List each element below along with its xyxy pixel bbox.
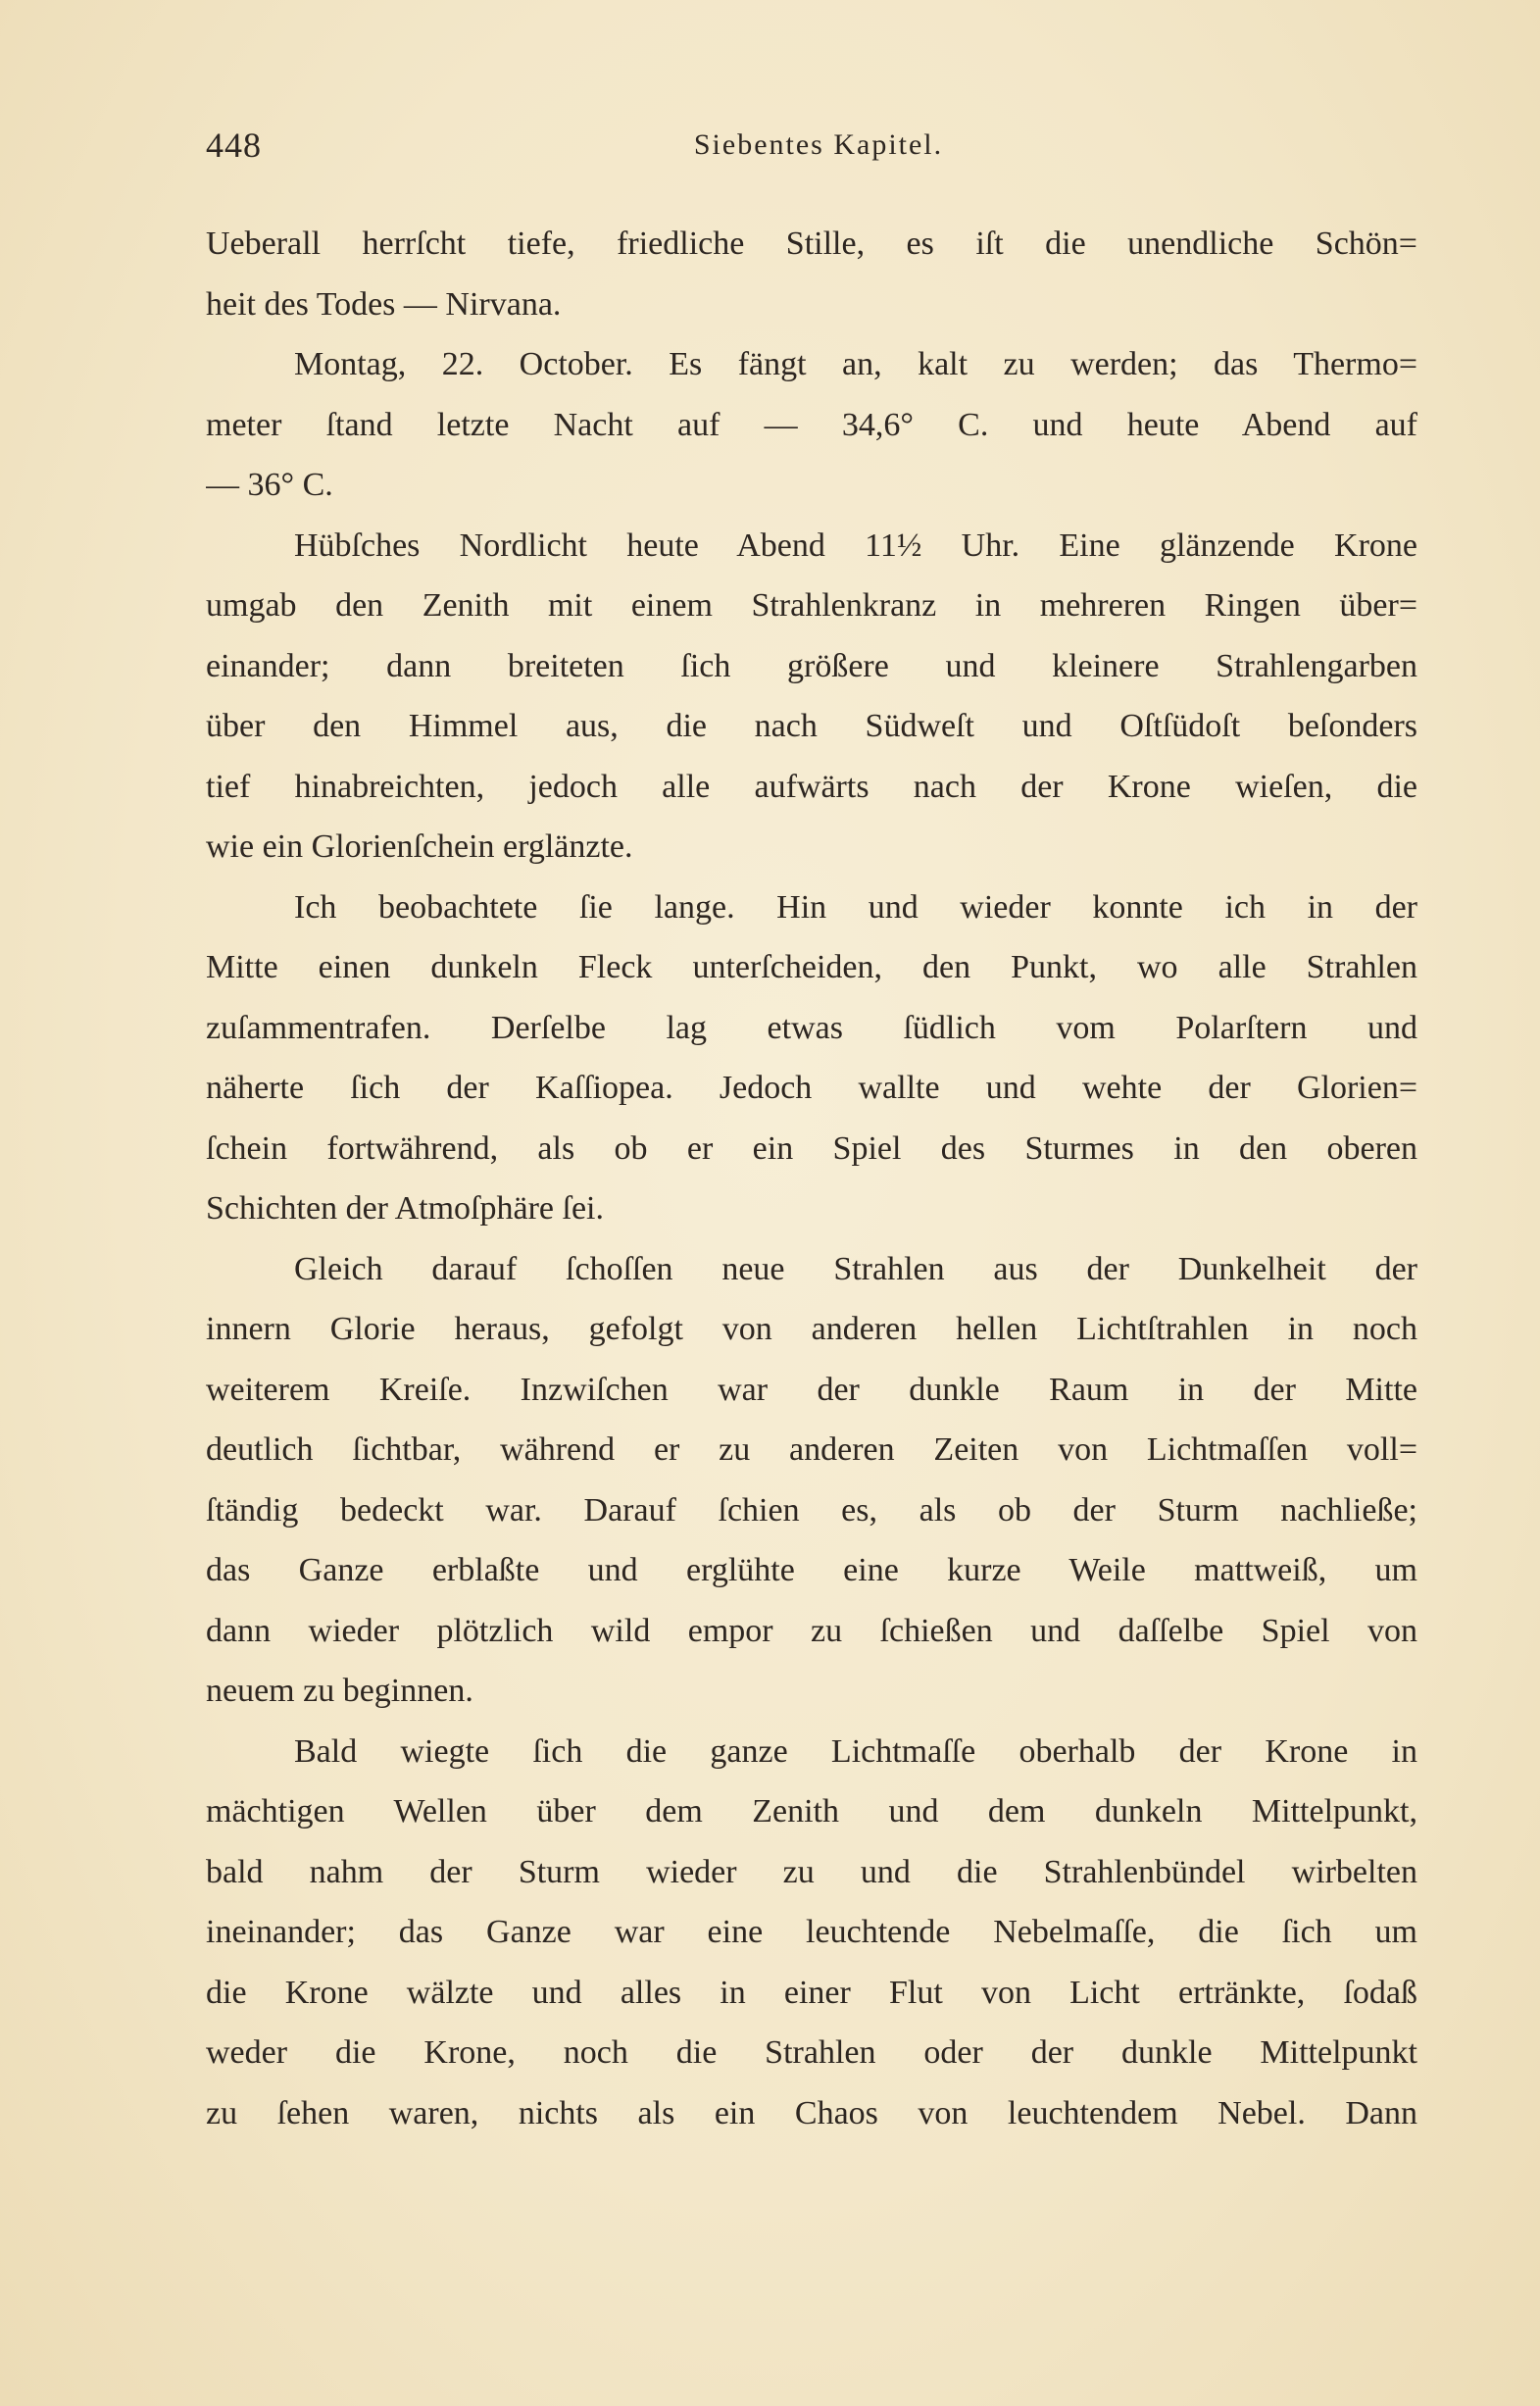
text-line: Ich beobachtete ſie lange. Hin und wieder konnte ich in der bbox=[294, 888, 1417, 926]
text-line: das Ganze erblaßte und erglühte eine kurze Weile mattweiß, um bbox=[206, 1552, 1417, 1588]
running-head bbox=[206, 116, 1416, 175]
text-line: zuſammentrafen. Derſelbe lag etwas ſüdlich vom Polarſtern und bbox=[206, 1009, 1417, 1046]
text-line: wie ein Glorienſchein erglänzte. bbox=[206, 828, 633, 865]
text-line: zu ſehen waren, nichts als ein Chaos von leuchtendem Nebel. Dann bbox=[206, 2094, 1417, 2131]
text-line: Gleich darauf ſchoſſen neue Strahlen aus der Dunkelheit der bbox=[294, 1250, 1417, 1287]
text-line: ſtändig bedeckt war. Darauf ſchien es, als ob der Sturm nachließe; bbox=[206, 1491, 1417, 1529]
text-line: weiterem Kreiſe. Inzwiſchen war der dunkle Raum in der Mitte bbox=[206, 1371, 1417, 1408]
text-line: einander; dann breiteten ſich größere und kleinere Strahlengarben bbox=[206, 647, 1417, 684]
text-line: — 36° C. bbox=[206, 467, 333, 503]
text-line: Schichten der Atmoſphäre ſei. bbox=[206, 1190, 604, 1227]
text-line: mächtigen Wellen über dem Zenith und dem dunkeln Mittelpunkt, bbox=[206, 1793, 1417, 1830]
text-line: innern Glorie heraus, gefolgt von anderen hellen Lichtſtrahlen in noch bbox=[206, 1311, 1417, 1347]
text-line: ineinander; das Ganze war eine leuchtende Nebelmaſſe, die ſich um bbox=[206, 1914, 1417, 1950]
text-line: ſchein fortwährend, als ob er ein Spiel des Sturmes in den oberen bbox=[206, 1129, 1417, 1167]
text-line: Hübſches Nordlicht heute Abend 11½ Uhr. Eine glänzende Krone bbox=[294, 526, 1417, 564]
text-line: bald nahm der Sturm wieder zu und die Strahlenbündel wirbelten bbox=[206, 1853, 1417, 1890]
text-line: weder die Krone, noch die Strahlen oder der dunkle Mittelpunkt bbox=[206, 2034, 1417, 2071]
text-line: meter ſtand letzte Nacht auf — 34,6° C. und heute Abend auf bbox=[206, 406, 1417, 443]
text-line: über den Himmel aus, die nach Südweſt und Oſtſüdoſt beſonders bbox=[206, 708, 1417, 744]
text-line: Ueberall herrſcht tiefe, friedliche Stille, es iſt die unendliche Schön= bbox=[206, 226, 1417, 262]
page-number: 448 bbox=[206, 125, 262, 165]
text-line: deutlich ſichtbar, während er zu anderen Zeiten von Lichtmaſſen voll= bbox=[206, 1431, 1417, 1468]
text-line: näherte ſich der Kaſſiopea. Jedoch wallte und wehte der Glorien= bbox=[206, 1070, 1417, 1106]
text-line: heit des Todes — Nirvana. bbox=[206, 285, 562, 323]
text-line: Bald wiegte ſich die ganze Lichtmaſſe oberhalb der Krone in bbox=[294, 1732, 1417, 1770]
text-line: die Krone wälzte und alles in einer Flut von Licht ertränkte, ſodaß bbox=[206, 1974, 1417, 2011]
text-line: neuem zu beginnen. bbox=[206, 1673, 473, 1709]
text-line: Montag, 22. October. Es fängt an, kalt zu werden; das Thermo= bbox=[294, 346, 1417, 382]
text-line: umgab den Zenith mit einem Strahlenkranz in mehreren Ringen über= bbox=[206, 587, 1417, 624]
text-line: tief hinabreichten, jedoch alle aufwärts nach der Krone wieſen, die bbox=[206, 768, 1417, 805]
running-title: Siebentes Kapitel. bbox=[693, 128, 944, 161]
text-line: dann wieder plötzlich wild empor zu ſchießen und daſſelbe Spiel von bbox=[206, 1612, 1417, 1649]
body-text bbox=[206, 214, 1417, 2143]
text-line: Mitte einen dunkeln Fleck unterſcheiden, den Punkt, wo alle Strahlen bbox=[206, 949, 1417, 985]
